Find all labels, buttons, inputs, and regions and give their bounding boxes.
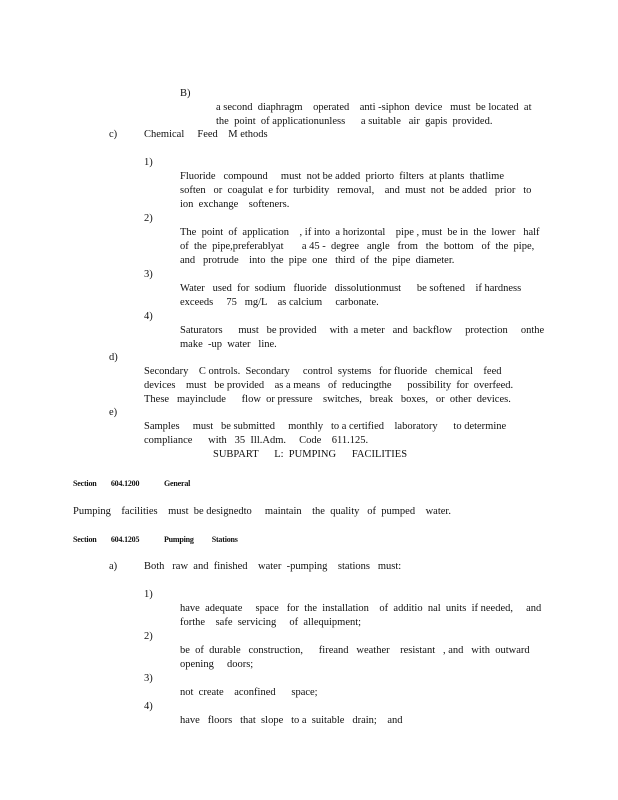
item-c3-line-1: Water used for sodium fluoride dissolutionmust be softened if hardness xyxy=(180,283,522,294)
section-1200-title: General xyxy=(164,479,191,488)
item-b-text xyxy=(216,87,531,129)
section-1205-number: Section 604.1205 xyxy=(73,535,140,544)
section-1205-title: Pumping Stations xyxy=(164,535,238,544)
item-d-text xyxy=(144,351,513,407)
item-e-text xyxy=(144,406,506,448)
item-c2-text xyxy=(180,212,540,268)
item-c4-text xyxy=(180,310,544,352)
item-a1-text xyxy=(180,588,541,630)
item-c4-line-2: make -up water line. xyxy=(180,339,277,350)
item-a2-line-1: be of durable construction, fireand weather resistant , and with outward xyxy=(180,645,530,656)
item-c1-text xyxy=(180,156,531,212)
item-d-line-1: Secondary C ontrols. Secondary control systems for fluoride chemical feed xyxy=(144,366,502,377)
item-c2-line-1: The point of application , if into a horizontal pipe , must be in the lower half xyxy=(180,227,540,238)
general-paragraph: Pumping facilities must be designedto maintain the quality of pumped water. xyxy=(73,506,451,517)
item-c2-line-2: of the pipe,preferablyat a 45 - degree angle from the bottom of the pipe, xyxy=(180,241,535,252)
item-c4-line-1: Saturators must be provided with a meter and backflow protection onthe xyxy=(180,325,545,336)
item-a-intro: Both raw and finished water -pumping stations must: xyxy=(144,561,402,572)
item-c1-line-3: ion exchange softeners. xyxy=(180,199,290,210)
item-a4-marker: 4) xyxy=(144,701,153,712)
item-e-marker: e) xyxy=(109,407,118,418)
item-a1-line-2: forthe safe servicing of allequipment; xyxy=(180,617,362,628)
item-a4-line-1: have floors that slope to a suitable drain; and xyxy=(180,715,403,726)
item-e-line-1: Samples must be submitted monthly to a certified laboratory to determine xyxy=(144,421,507,432)
item-a2-text xyxy=(180,630,530,672)
item-a2-line-2: opening doors; xyxy=(180,659,254,670)
item-a3-text xyxy=(180,672,318,700)
item-c2-line-3: and protrude into the pipe one third of the pipe diameter. xyxy=(180,255,455,266)
item-c-marker: c) xyxy=(109,129,118,140)
subpart-title: SUBPART L: PUMPING FACILITIES xyxy=(213,449,408,460)
item-c3-marker: 3) xyxy=(144,269,153,280)
item-c2-marker: 2) xyxy=(144,213,153,224)
item-c1-marker: 1) xyxy=(144,157,153,168)
item-d-marker: d) xyxy=(109,352,118,363)
item-b-line-1: a second diaphragm operated anti -siphon device must be located at xyxy=(216,102,532,113)
item-a1-marker: 1) xyxy=(144,589,153,600)
item-a2-marker: 2) xyxy=(144,631,153,642)
item-c4-marker: 4) xyxy=(144,311,153,322)
item-c1-line-2: soften or coagulat e for turbidity removal, and must not be added prior to xyxy=(180,185,532,196)
item-a3-marker: 3) xyxy=(144,673,153,684)
item-a-marker: a) xyxy=(109,561,118,572)
item-a1-line-1: have adequate space for the installation of additio nal units if needed, and xyxy=(180,603,542,614)
item-d-line-3: These mayinclude flow or pressure switches, break boxes, or other devices. xyxy=(144,394,511,405)
item-a3-line-1: not create aconfined space; xyxy=(180,687,318,698)
item-d-line-2: devices must be provided as a means of reducingthe possibility for overfeed. xyxy=(144,380,514,391)
item-e-line-2: compliance with 35 Ill.Adm. Code 611.125. xyxy=(144,435,369,446)
item-a4-text xyxy=(180,700,403,728)
item-b-line-2: the point of applicationunless a suitable air gapis provided. xyxy=(216,116,493,127)
item-c3-text xyxy=(180,268,521,310)
item-c3-line-2: exceeds 75 mg/L as calcium carbonate. xyxy=(180,297,379,308)
section-1200-number: Section 604.1200 xyxy=(73,479,140,488)
item-c1-line-1: Fluoride compound must not be added priorto filters at plants thatlime xyxy=(180,171,504,182)
item-b-marker: B) xyxy=(180,88,191,99)
item-c-heading: Chemical Feed M ethods xyxy=(144,129,268,140)
